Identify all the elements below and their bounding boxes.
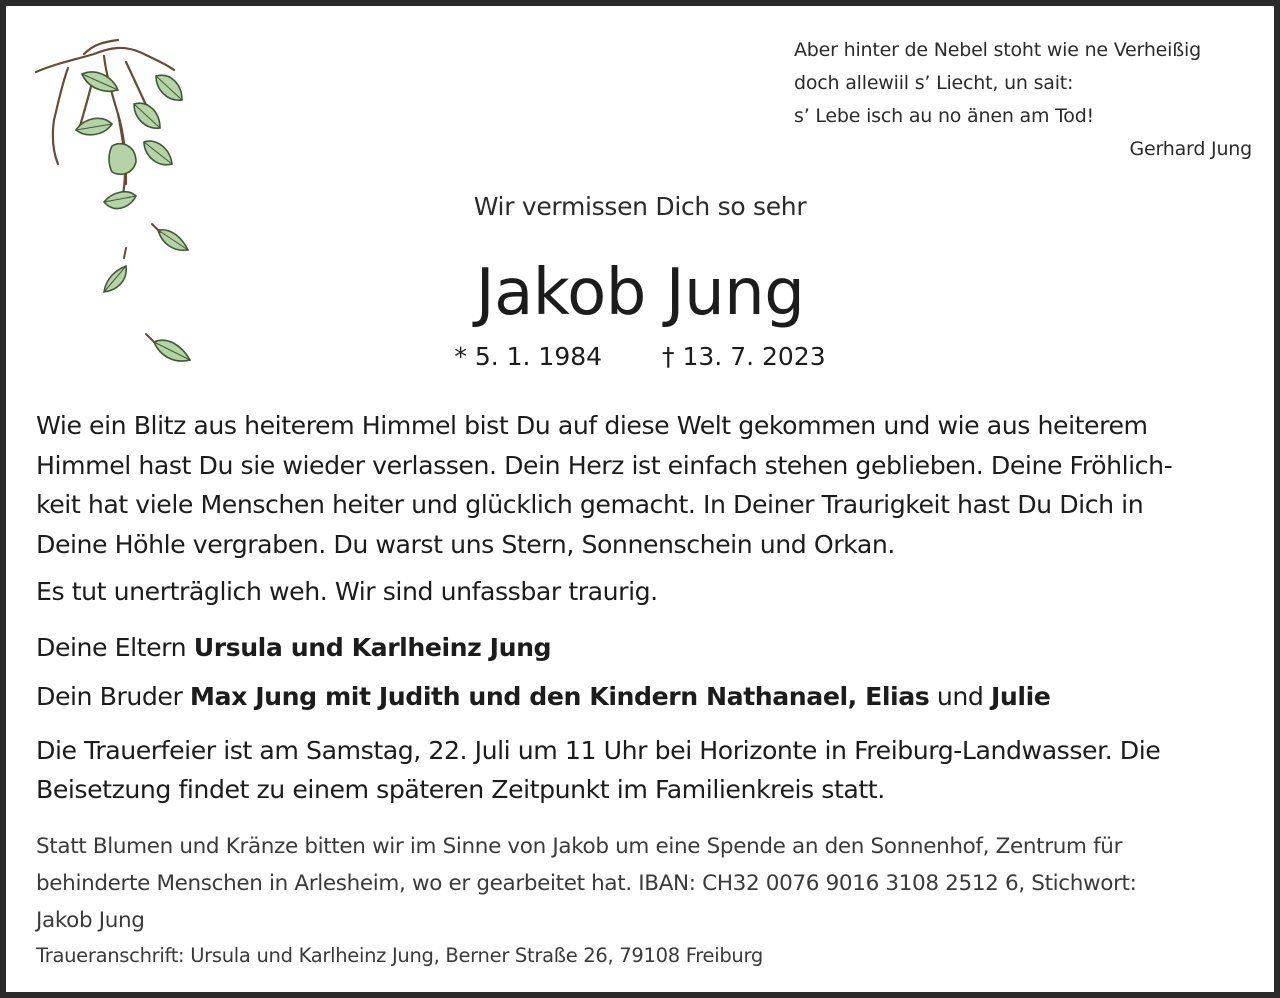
intro-line: keit hat viele Menschen heiter und glücklich gemacht. In Deiner Traurigkeit hast Du Dich in xyxy=(36,490,1144,519)
donation-paragraph xyxy=(36,828,1251,939)
main-text xyxy=(36,406,1246,810)
brother-last-name: Julie xyxy=(991,682,1051,711)
poem-line: Aber hinter de Nebel stoht wie ne Verheißig xyxy=(794,39,1201,61)
parents-prefix: Deine Eltern xyxy=(36,632,187,662)
donation-line: Statt Blumen und Kränze bitten wir im Sinne von Jakob um eine Spende an den Sonnenhof, Zentrum für xyxy=(36,834,1123,859)
ceremony-line: Die Trauerfeier ist am Samstag, 22. Juli um 11 Uhr bei Horizonte in Freiburg-Landwasser. Die xyxy=(36,735,1161,765)
brother-prefix: Dein Bruder xyxy=(36,682,183,711)
birth-date: * 5. 1. 1984 xyxy=(454,342,603,371)
donation-line: Jakob Jung xyxy=(36,908,145,933)
intro-line: Himmel hast Du sie wieder verlassen. Dein Herz ist einfach stehen geblieben. Deine Fröhlich- xyxy=(36,450,1173,480)
parents-line xyxy=(36,628,1246,668)
sadness-paragraph: Es tut unerträglich weh. Wir sind unfassbar traurig. xyxy=(36,577,658,606)
poem-line: doch allewiil s’ Liecht, un sait: xyxy=(794,72,1074,94)
intro-line: Deine Höhle vergraben. Du warst uns Stern, Sonnenschein und Orkan. xyxy=(36,529,895,559)
intro-line: Wie ein Blitz aus heiterem Himmel bist Du auf diese Welt gekommen und wie aus heiterem xyxy=(36,411,1148,440)
poem-author: Gerhard Jung xyxy=(1129,138,1252,160)
poem-quote xyxy=(794,34,1252,166)
mourning-address: Traueranschrift: Ursula und Karlheinz Jung, Berner Straße 26, 79108 Freiburg xyxy=(36,944,763,967)
ceremony-paragraph xyxy=(36,731,1246,810)
death-date: † 13. 7. 2023 xyxy=(662,342,826,371)
poem-line: s’ Lebe isch au no änen am Tod! xyxy=(794,105,1094,127)
ceremony-line: Beisetzung findet zu einem späteren Zeitpunkt im Familienkreis statt. xyxy=(36,775,885,804)
subtitle: Wir vermissen Dich so sehr xyxy=(473,192,807,221)
parents-names: Ursula und Karlheinz Jung xyxy=(193,632,552,662)
brother-names: Max Jung mit Judith und den Kindern Nathanael, Elias xyxy=(189,682,930,711)
brother-line xyxy=(36,677,1246,717)
deceased-name: Jakob Jung xyxy=(475,256,805,330)
brother-and: und xyxy=(936,682,984,711)
life-dates xyxy=(6,342,1274,371)
donation-line: behinderte Menschen in Arlesheim, wo er gearbeitet hat. IBAN: CH32 0076 9016 3108 2512 6, Stichwort: xyxy=(36,871,1137,896)
intro-paragraph xyxy=(36,406,1246,564)
